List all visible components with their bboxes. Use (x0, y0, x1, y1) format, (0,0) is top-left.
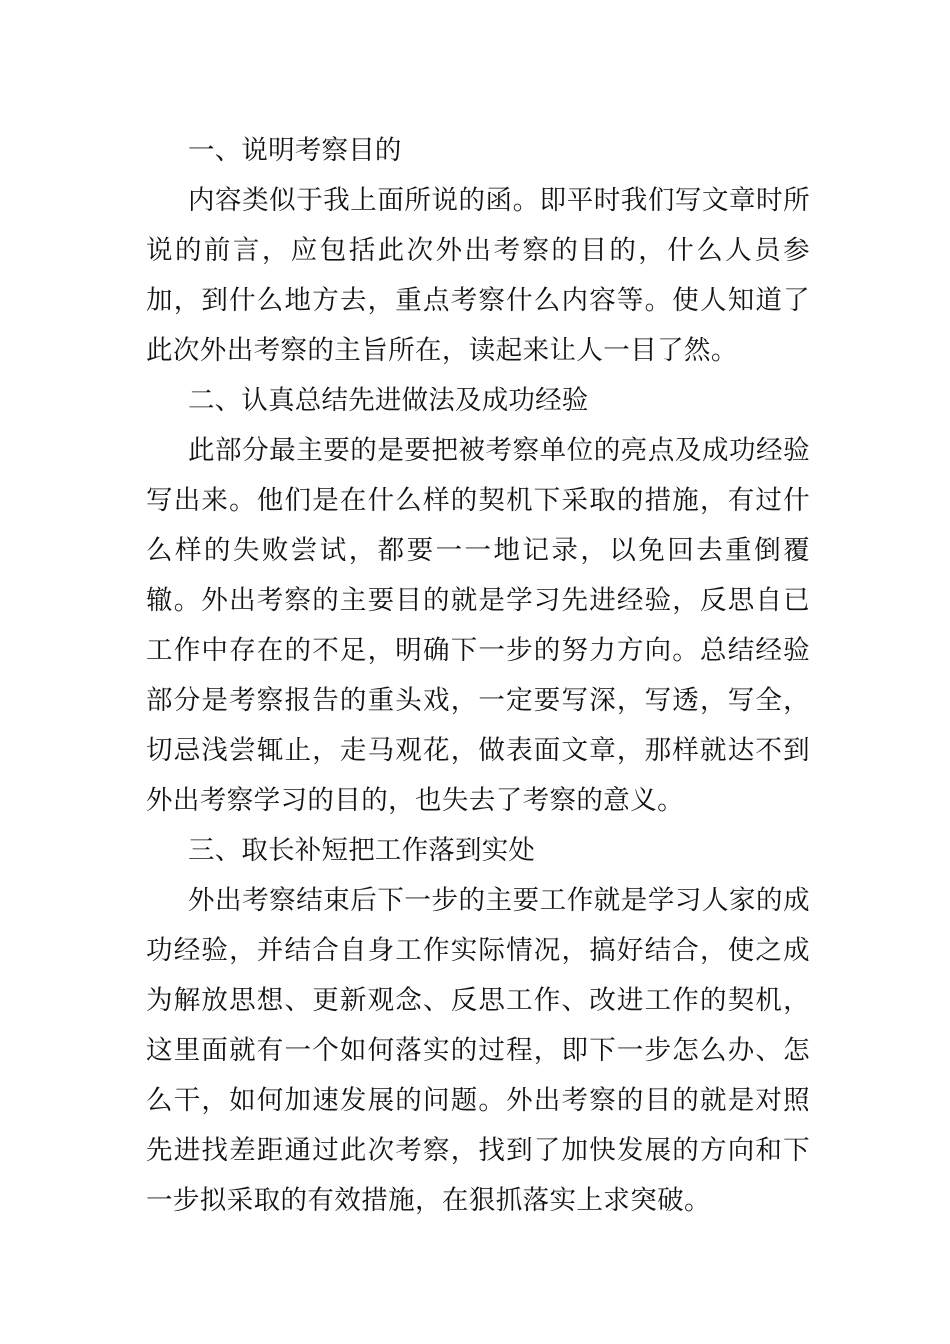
section-paragraph-3: 外出考察结束后下一步的主要工作就是学习人家的成功经验，并结合自身工作实际情况，搞好结合，使之成为解放思想、更新观念、反思工作、改进工作的契机，这里面就有一个如何落实的过程，即下一步怎么办、怎么干，如何加速发展的问题。外出考察的目的就是对照先进找差距通过此次考察，找到了加快发展的方向和下一步拟采取的有效措施，在狠抓落实上求突破。 (146, 885, 810, 1216)
section-heading-2: 二、认真总结先进做法及成功经验 (188, 385, 589, 416)
section-paragraph-1: 内容类似于我上面所说的函。即平时我们写文章时所说的前言，应包括此次外出考察的目的，什么人员参加，到什么地方去，重点考察什么内容等。使人知道了此次外出考察的主旨所在，读起来让人一目了然。 (146, 185, 810, 366)
section-heading-3: 三、取长补短把工作落到实处 (188, 835, 536, 866)
section-heading-1: 一、说明考察目的 (188, 135, 402, 166)
section-paragraph-2: 此部分最主要的是要把被考察单位的亮点及成功经验写出来。他们是在什么样的契机下采取的措施，有过什么样的失败尝试，都要一一地记录，以免回去重倒覆辙。外出考察的主要目的就是学习先进经验，反思自已工作中存在的不足，明确下一步的努力方向。总结经验部分是考察报告的重头戏，一定要写深，写透，写全，切忌浅尝辄止，走马观花，做表面文章，那样就达不到外出考察学习的目的，也失去了考察的意义。 (146, 435, 810, 816)
document-body (146, 126, 810, 1226)
